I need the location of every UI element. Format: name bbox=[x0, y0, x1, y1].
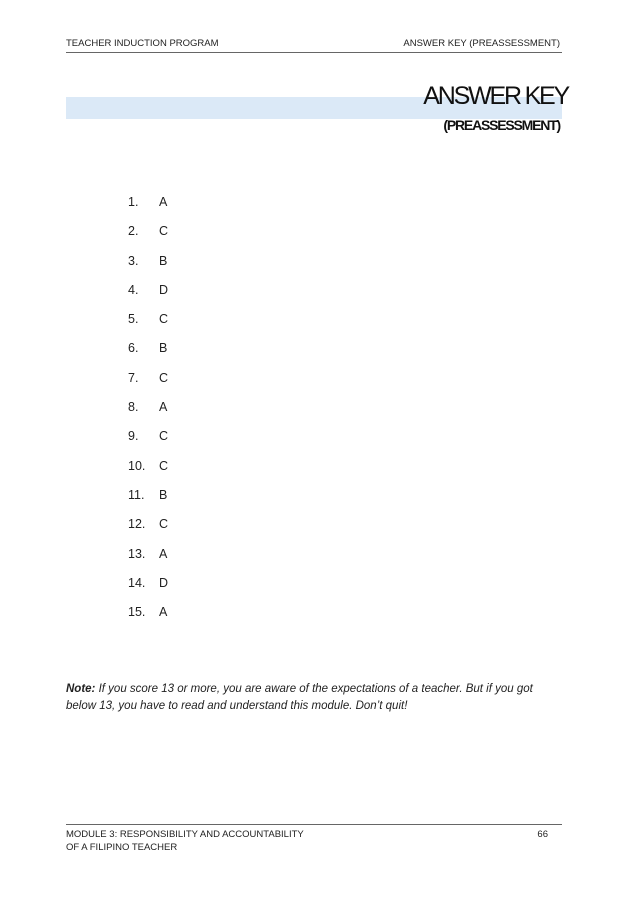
note-paragraph bbox=[66, 681, 562, 715]
answer-number: 14. bbox=[128, 575, 146, 590]
answer-letter: C bbox=[159, 312, 169, 327]
answer-number: 13. bbox=[128, 546, 146, 561]
answer-letter: C bbox=[159, 224, 169, 239]
answer-number: 3. bbox=[128, 253, 139, 268]
page-number: 66 bbox=[537, 829, 548, 840]
page-header bbox=[66, 38, 562, 53]
answer-letter: A bbox=[159, 605, 168, 620]
answer-letter: C bbox=[159, 370, 169, 385]
answer-letter: B bbox=[159, 341, 168, 356]
answer-number: 8. bbox=[128, 400, 139, 415]
note-text: If you score 13 or more, you are aware of the expectations of a teacher. But if you got below 13, you have to read and understand this module. Don’t quit! bbox=[66, 683, 533, 712]
footer-module-line2: OF A FILIPINO TEACHER bbox=[66, 842, 178, 853]
answer-number: 5. bbox=[128, 312, 139, 327]
page-footer bbox=[66, 824, 562, 854]
answer-number: 6. bbox=[128, 341, 139, 356]
answer-letter: D bbox=[159, 282, 169, 297]
footer-module-line1: MODULE 3: RESPONSIBILITY AND ACCOUNTABILITY bbox=[66, 829, 304, 840]
answer-letter: D bbox=[159, 575, 169, 590]
answer-letter: C bbox=[159, 458, 169, 473]
page-subtitle: (PREASSESSMENT) bbox=[443, 117, 560, 133]
answer-number: 15. bbox=[128, 605, 146, 620]
header-section-title: ANSWER KEY (PREASSESSMENT) bbox=[403, 38, 560, 49]
answer-number: 1. bbox=[128, 195, 139, 209]
answer-letter: B bbox=[159, 487, 168, 502]
answer-letter: A bbox=[159, 195, 168, 209]
answer-letter: A bbox=[159, 546, 168, 561]
answer-number: 2. bbox=[128, 224, 139, 239]
answer-letter: A bbox=[159, 400, 168, 415]
page-title: ANSWER KEY bbox=[423, 82, 568, 110]
answer-number: 11. bbox=[128, 487, 145, 502]
answer-letter: C bbox=[159, 517, 169, 532]
answer-number: 9. bbox=[128, 429, 139, 444]
answer-number: 4. bbox=[128, 282, 139, 297]
answer-letter: C bbox=[159, 429, 169, 444]
answer-number: 10. bbox=[128, 458, 146, 473]
note-label: Note: bbox=[66, 683, 96, 695]
answer-number: 7. bbox=[128, 370, 139, 385]
answer-letter: B bbox=[159, 253, 168, 268]
answer-number: 12. bbox=[128, 517, 146, 532]
header-program-title: TEACHER INDUCTION PROGRAM bbox=[66, 38, 219, 49]
